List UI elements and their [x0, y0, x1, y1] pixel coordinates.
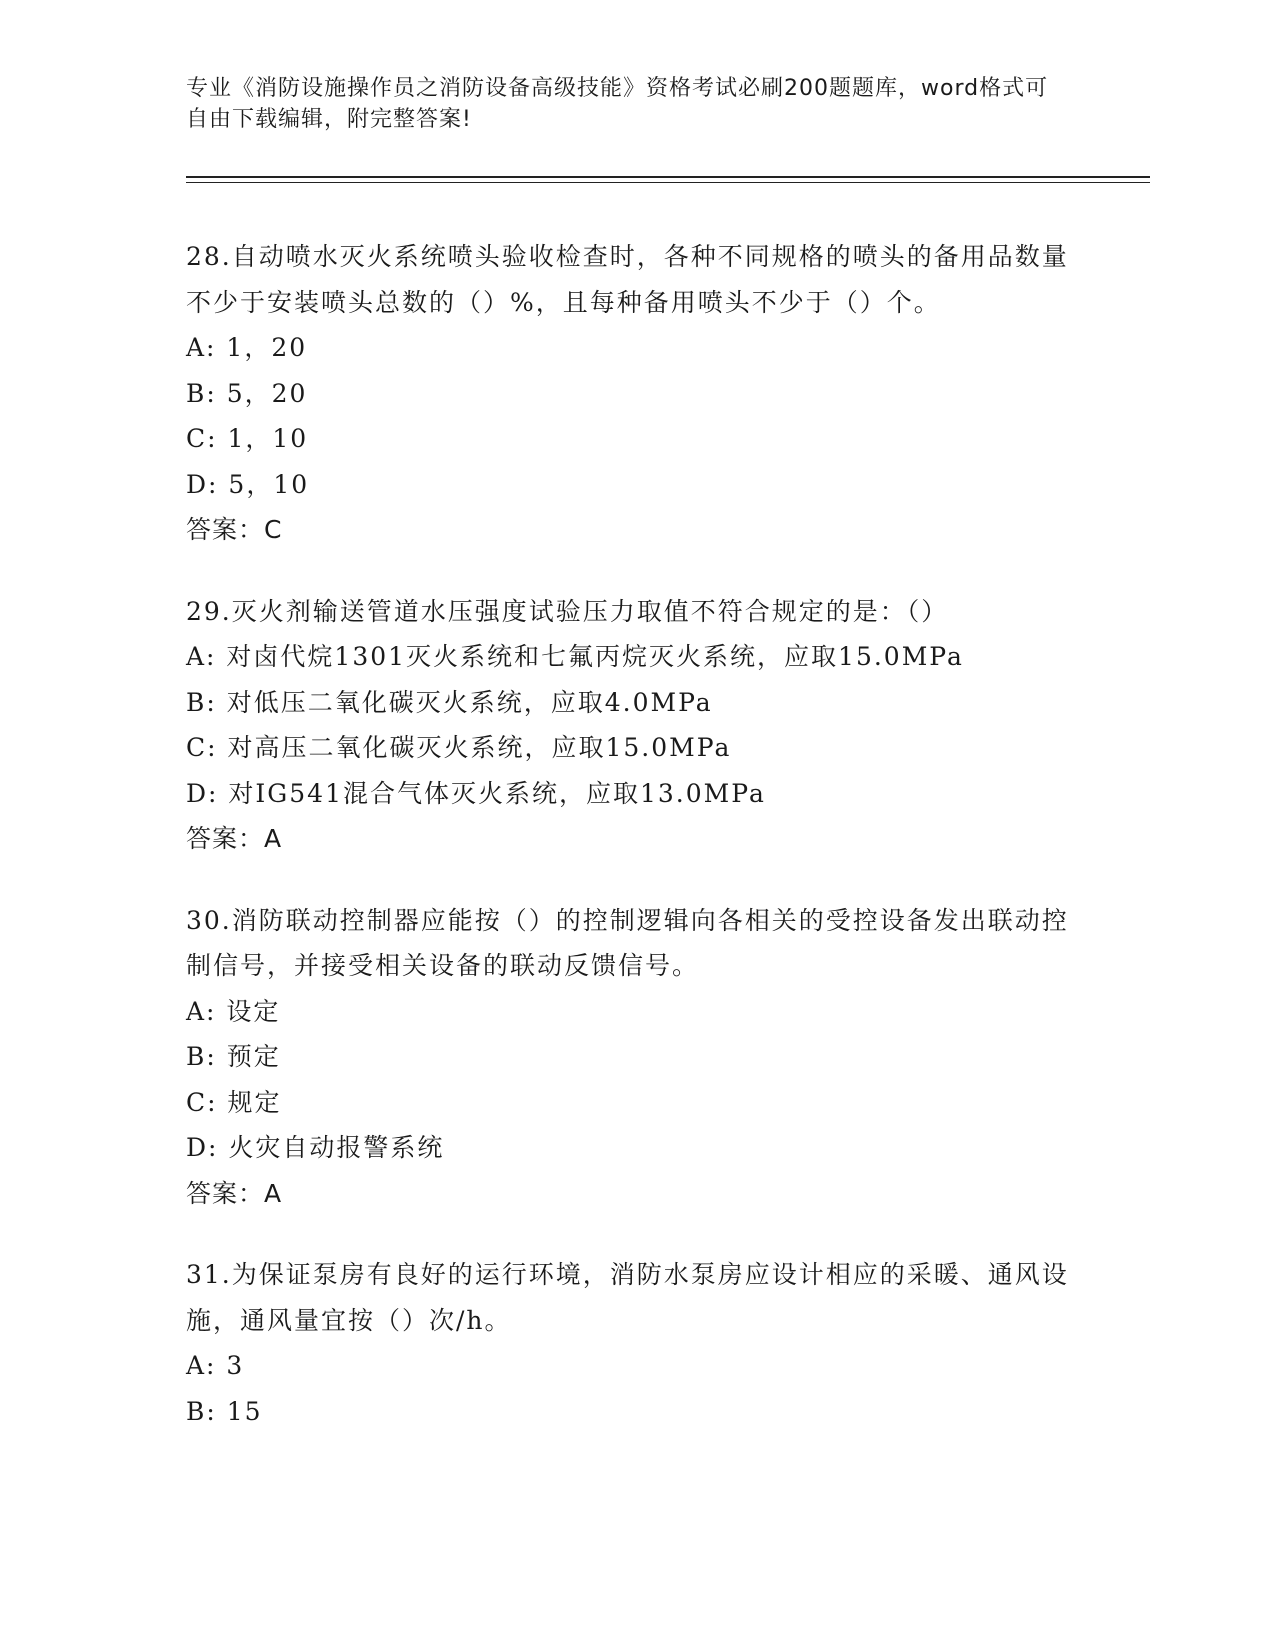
- question-stem: 28.自动喷水灭火系统喷头验收检查时，各种不同规格的喷头的备用品数量不少于安装喷头总数的（）%，且每种备用喷头不少于（）个。: [186, 242, 1069, 317]
- option-a: A: 3: [186, 1351, 245, 1380]
- question-29: [186, 589, 1086, 862]
- question-stem: 31.为保证泵房有良好的运行环境，消防水泵房应设计相应的采暖、通风设施，通风量宜按（）次/h。: [186, 1260, 1069, 1335]
- document-header: 专业《消防设施操作员之消防设备高级技能》资格考试必刷200题题库，word格式可自由下载编辑，附完整答案!: [186, 76, 1049, 132]
- answer: 答案：C: [186, 515, 283, 544]
- option-b: B: 15: [186, 1396, 263, 1426]
- option-a: A: 对卤代烷1301灭火系统和七氟丙烷灭火系统，应取15.0MPa: [186, 642, 964, 671]
- question-31: [186, 1252, 1086, 1434]
- question-list: [186, 234, 1086, 1470]
- option-d: D: 5，10: [186, 469, 310, 499]
- option-a: A: 设定: [186, 996, 281, 1026]
- header-rule: [186, 176, 1150, 178]
- question-28: [186, 234, 1086, 553]
- answer: 答案：A: [186, 824, 283, 853]
- option-b: B: 5，20: [186, 378, 308, 408]
- option-c: C: 1，10: [186, 424, 309, 453]
- option-c: C: 规定: [186, 1087, 282, 1117]
- option-a: A: 1，20: [186, 333, 308, 362]
- option-b: B: 预定: [186, 1042, 281, 1071]
- question-stem: 30.消防联动控制器应能按（）的控制逻辑向各相关的受控设备发出联动控制信号，并接受相关设备的联动反馈信号。: [186, 905, 1069, 980]
- question-30: [186, 898, 1086, 1217]
- option-b: B: 对低压二氧化碳灭火系统，应取4.0MPa: [186, 687, 713, 717]
- question-stem: 29.灭火剂输送管道水压强度试验压力取值不符合规定的是：（）: [186, 596, 949, 626]
- header-rule-thin: [186, 182, 1150, 183]
- option-d: D: 火灾自动报警系统: [186, 1133, 445, 1162]
- option-c: C: 对高压二氧化碳灭火系统，应取15.0MPa: [186, 733, 732, 762]
- answer: 答案：A: [186, 1178, 283, 1208]
- option-d: D: 对IG541混合气体灭火系统，应取13.0MPa: [186, 778, 766, 808]
